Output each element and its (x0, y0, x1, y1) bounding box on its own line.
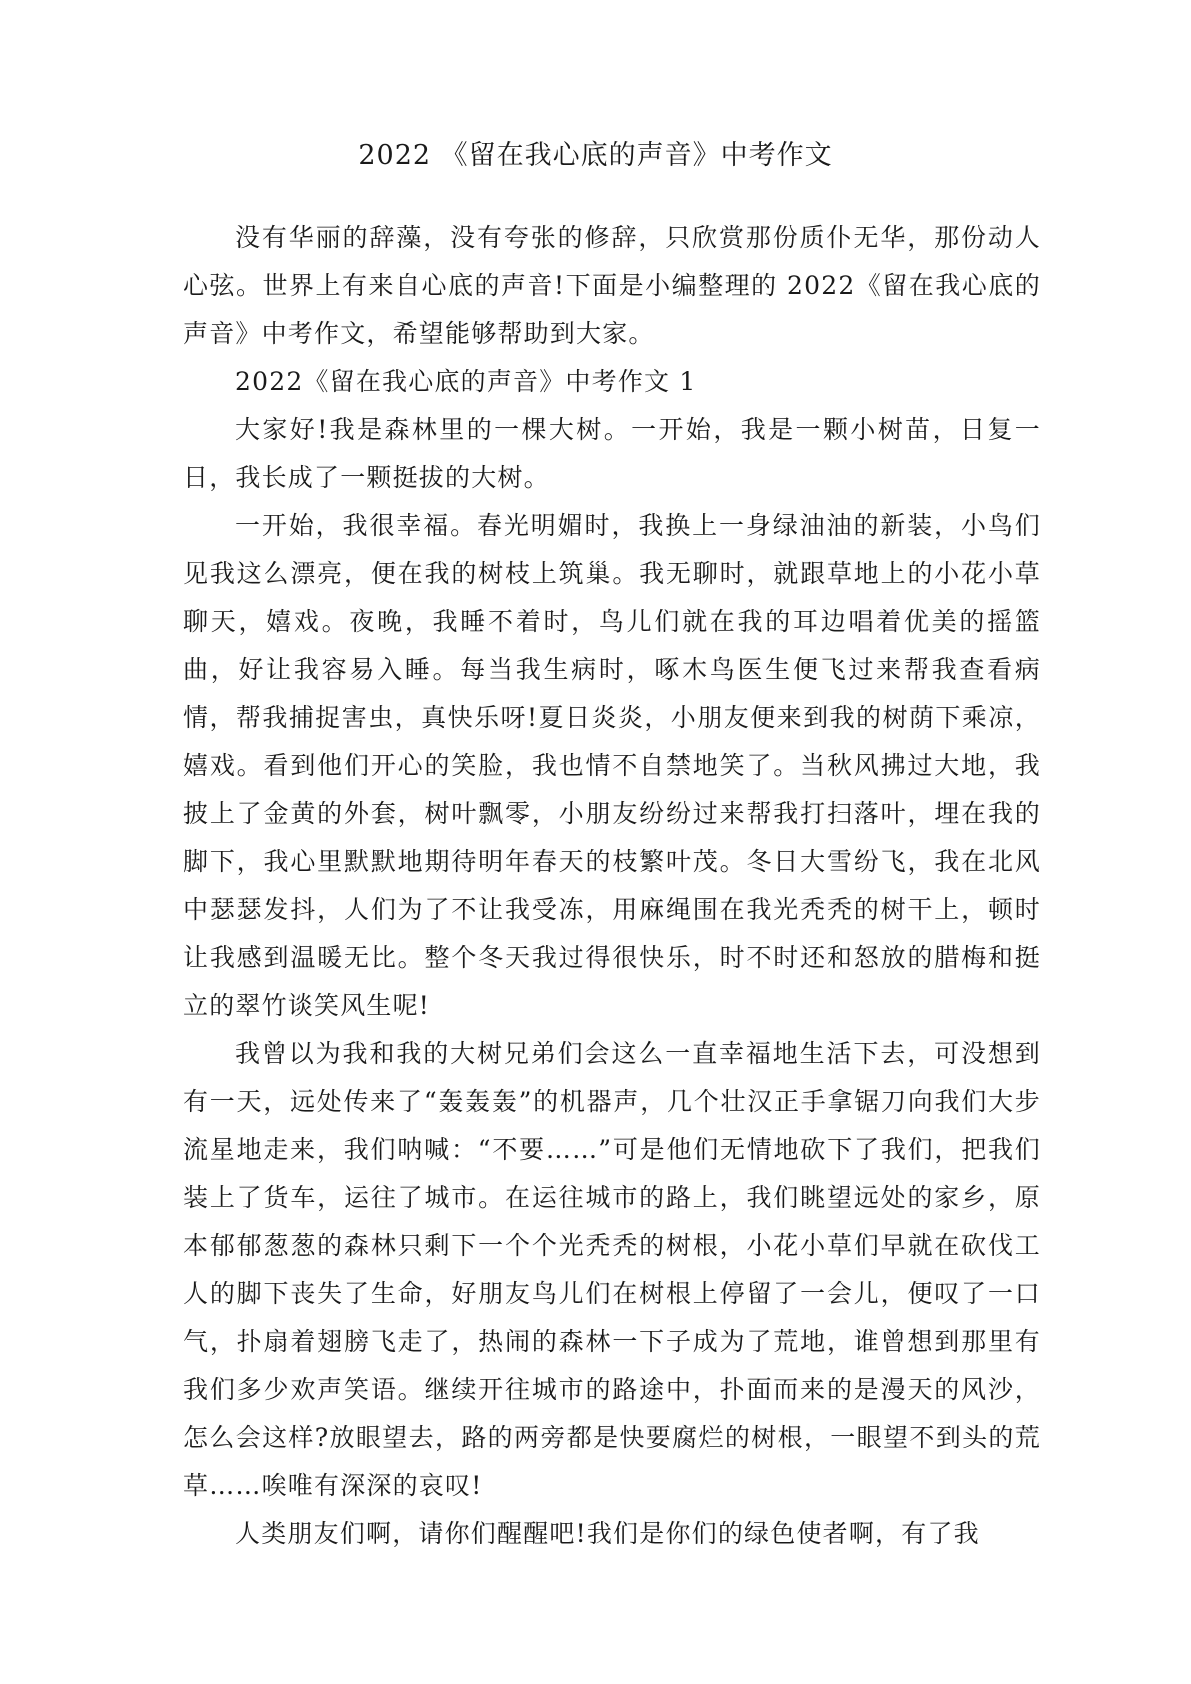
essay-body (183, 214, 1041, 1558)
essay-paragraph: 我曾以为我和我的大树兄弟们会这么一直幸福地生活下去，可没想到有一天，远处传来了“轰轰轰”的机器声，几个壮汉正手拿锯刀向我们大步流星地走来，我们呐喊：“不要……”可是他们无情地砍下了我们，把我们装上了货车，运往了城市。在运往城市的路上，我们眺望远处的家乡，原本郁郁葱葱的森林只剩下一个个光秃秃的树根，小花小草们早就在砍伐工人的脚下丧失了生命，好朋友鸟儿们在树根上停留了一会儿，便叹了一口气，扑扇着翅膀飞走了，热闹的森林一下子成为了荒地，谁曾想到那里有我们多少欢声笑语。继续开往城市的路途中，扑面而来的是漫天的风沙，怎么会这样?放眼望去，路的两旁都是快要腐烂的树根，一眼望不到头的荒草……唉唯有深深的哀叹! (183, 1039, 1041, 1500)
intro-paragraph: 没有华丽的辞藻，没有夸张的修辞，只欣赏那份质仆无华，那份动人心弦。世界上有来自心底的声音!下面是小编整理的 2022《留在我心底的声音》中考作文，希望能够帮助到大家。 (183, 223, 1041, 348)
essay-heading: 2022《留在我心底的声音》中考作文 1 (235, 367, 697, 396)
essay-paragraph: 一开始，我很幸福。春光明媚时，我换上一身绿油油的新装，小鸟们见我这么漂亮，便在我的树枝上筑巢。我无聊时，就跟草地上的小花小草聊天，嬉戏。夜晚，我睡不着时，鸟儿们就在我的耳边唱着优美的摇篮曲，好让我容易入睡。每当我生病时，啄木鸟医生便飞过来帮我查看病情，帮我捕捉害虫，真快乐呀!夏日炎炎，小朋友便来到我的树荫下乘凉，嬉戏。看到他们开心的笑脸，我也情不自禁地笑了。当秋风拂过大地，我披上了金黄的外套，树叶飘零，小朋友纷纷过来帮我打扫落叶，埋在我的脚下，我心里默默地期待明年春天的枝繁叶茂。冬日大雪纷飞，我在北风中瑟瑟发抖，人们为了不让我受冻，用麻绳围在我光秃秃的树干上，顿时让我感到温暖无比。整个冬天我过得很快乐，时不时还和怒放的腊梅和挺立的翠竹谈笑风生呢! (183, 511, 1041, 1020)
essay-paragraph: 人类朋友们啊，请你们醒醒吧!我们是你们的绿色使者啊，有了我 (235, 1519, 980, 1548)
page-title: 2022 《留在我心底的声音》中考作文 (358, 140, 833, 171)
essay-paragraph: 大家好!我是森林里的一棵大树。一开始，我是一颗小树苗，日复一日，我长成了一颗挺拔的大树。 (183, 415, 1041, 492)
